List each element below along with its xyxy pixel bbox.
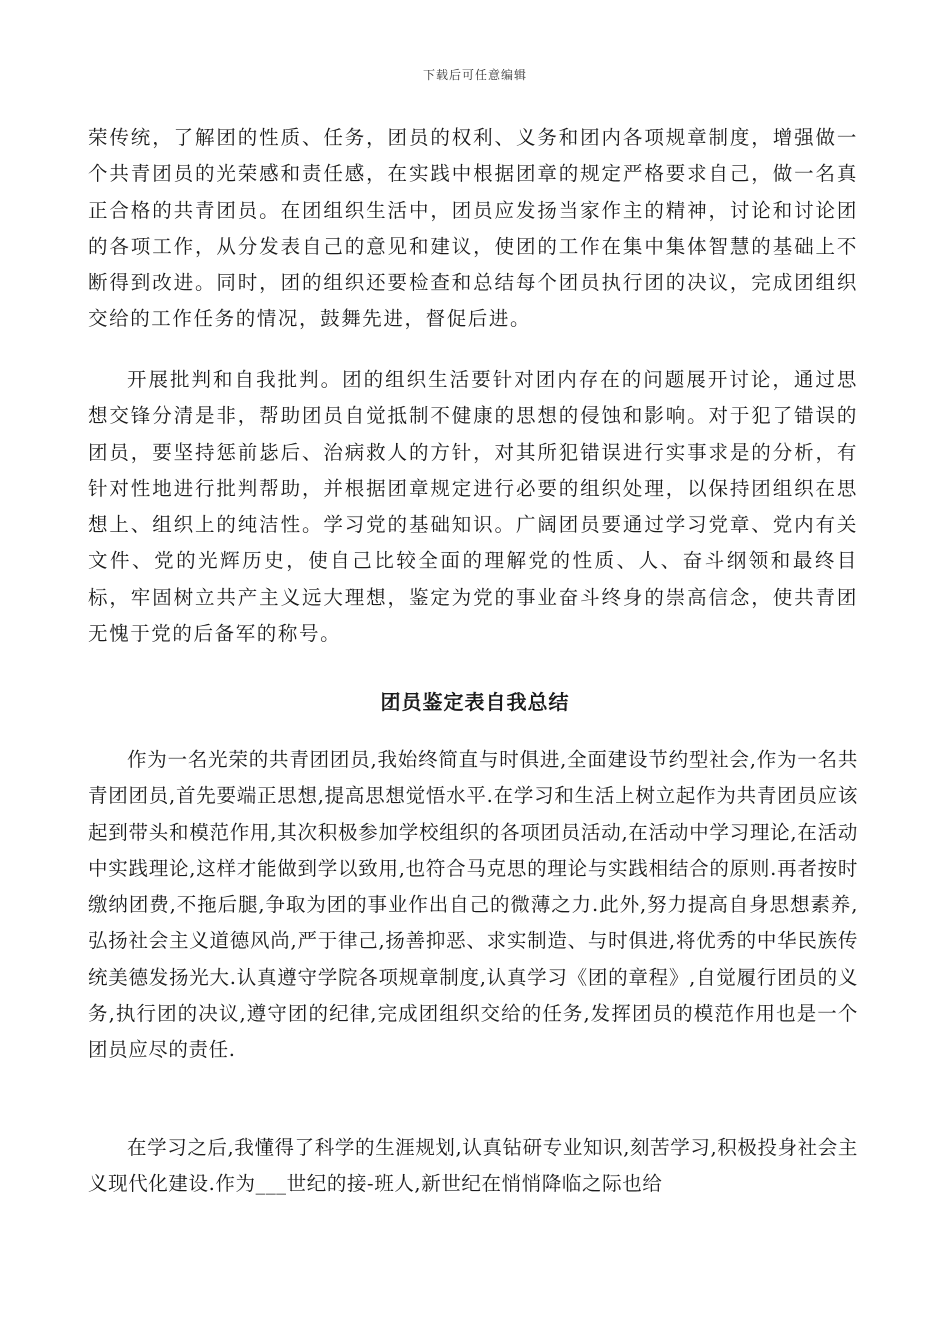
section-title: 团员鉴定表自我总结 bbox=[380, 690, 570, 714]
paragraph-2: 开展批判和自我批判。团的组织生活要针对团内存在的问题展开讨论，通过思想交锋分清是非，帮助团员自觉抵制不健康的思想的侵蚀和影响。对于犯了错误的团员，要坚持惩前毖后、治病救人的方针，对其所犯错误进行实事求是的分析，有针对性地进行批判帮助，并根据团章规定进行必要的组织处理，以保持团组织在思想上、组织上的纯洁性。学习党的基础知识。广阔团员要通过学习党章、党内有关文件、党的光辉历史，使自己比较全面的理解党的性质、人、奋斗纲领和最终目标，牢固树立共产主义远大理想，鉴定为党的事业奋斗终身的崇高信念，使共青团无愧于党的后备军的称号。 bbox=[88, 368, 858, 646]
header-note: 下载后可任意编辑 bbox=[422, 68, 527, 82]
paragraph-1: 荣传统，了解团的性质、任务，团员的权利、义务和团内各项规章制度，增强做一个共青团员的光荣感和责任感，在实践中根据团章的规定严格要求自己，做一名真正合格的共青团员。在团组织生活中，团员应发扬当家作主的精神，讨论和讨论团的各项工作，从分发表自己的意见和建议，使团的工作在集中集体智慧的基础上不断得到改进。同时，团的组织还要检查和总结每个团员执行团的决议，完成团组织交给的工作任务的情况，鼓舞先进，督促后进。 bbox=[88, 126, 858, 331]
section-paragraph-2: 在学习之后,我懂得了科学的生涯规划,认真钻研专业知识,刻苦学习,积极投身社会主义现代化建设.作为___世纪的接-班人,新世纪在悄悄降临之际也给 bbox=[88, 1136, 858, 1196]
section-paragraph-1: 作为一名光荣的共青团团员,我始终简直与时俱进,全面建设节约型社会,作为一名共青团团员,首先要端正思想,提高思想觉悟水平.在学习和生活上树立起作为共青团员应该起到带头和模范作用,其次积极参加学校组织的各项团员活动,在活动中学习理论,在活动中实践理论,这样才能做到学以致用,也符合马克思的理论与实践相结合的原则.再者按时缴纳团费,不拖后腿,争取为团的事业作出自己的微薄之力.此外,努力提高自身思想素养,弘扬社会主义道德风尚,严于律己,扬善抑恶、求实制造、与时俱进,将优秀的中华民族传统美德发扬光大.认真遵守学院各项规章制度,认真学习《团的章程》,自觉履行团员的义务,执行团的决议,遵守团的纪律,完成团组织交给的任务,发挥团员的模范作用也是一个团员应尽的责任. bbox=[88, 748, 858, 1062]
